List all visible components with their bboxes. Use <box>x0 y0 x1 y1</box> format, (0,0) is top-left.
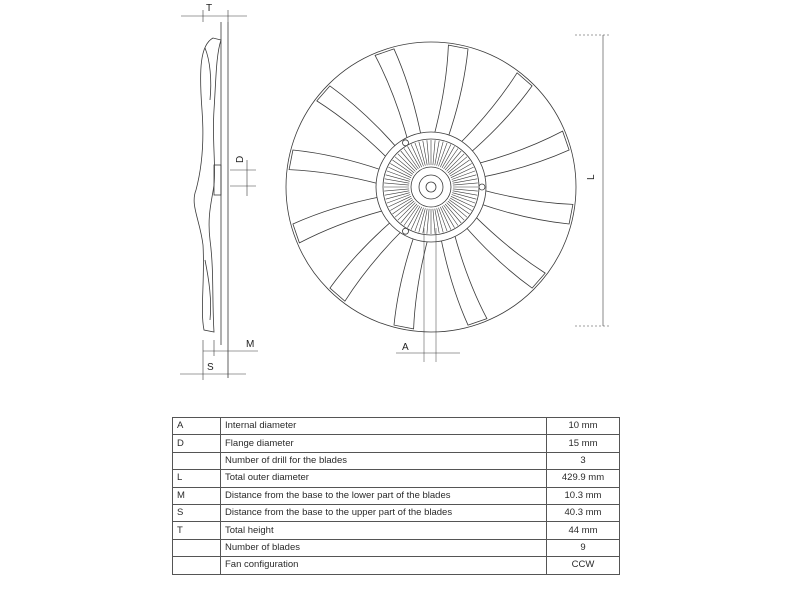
row-description: Flange diameter <box>221 435 547 452</box>
table-row <box>173 435 620 452</box>
row-code: D <box>173 435 221 452</box>
side-view <box>180 10 258 380</box>
table-row <box>173 487 620 504</box>
specification-table <box>172 417 620 575</box>
fan-blade <box>441 232 487 326</box>
row-code: L <box>173 470 221 487</box>
side-view-blade-edge <box>205 48 211 100</box>
row-code <box>173 539 221 556</box>
fan-blade <box>289 150 384 184</box>
fan-blade <box>478 190 573 224</box>
fan-blade <box>394 234 428 329</box>
row-description: Number of drill for the blades <box>221 452 547 469</box>
label-s: S <box>207 362 214 373</box>
hub-flange <box>411 167 451 207</box>
row-value: 10.3 mm <box>547 487 620 504</box>
row-code <box>173 557 221 574</box>
fan-blade <box>464 214 545 288</box>
row-description: Number of blades <box>221 539 547 556</box>
side-view-blade-profile <box>194 38 221 332</box>
label-t: T <box>206 3 213 14</box>
row-code: A <box>173 418 221 435</box>
fan-blade <box>476 131 569 177</box>
row-description: Internal diameter <box>221 418 547 435</box>
side-view-blade-edge <box>205 260 211 320</box>
row-description: Distance from the base to the upper part of the blades <box>221 504 547 521</box>
fan-blade <box>330 220 404 301</box>
table-row <box>173 504 620 521</box>
table-row <box>173 539 620 556</box>
label-d: D <box>235 155 246 163</box>
table-row <box>173 470 620 487</box>
side-view-hub <box>214 165 221 195</box>
table-row <box>173 522 620 539</box>
row-value: 40.3 mm <box>547 504 620 521</box>
label-l: L <box>586 174 597 180</box>
row-value: 10 mm <box>547 418 620 435</box>
label-a: A <box>402 342 409 353</box>
row-value: 44 mm <box>547 522 620 539</box>
table-row <box>173 418 620 435</box>
row-value: 3 <box>547 452 620 469</box>
drill-hole <box>403 140 409 146</box>
row-value: 9 <box>547 539 620 556</box>
fan-blade <box>317 86 398 160</box>
row-code: T <box>173 522 221 539</box>
row-description: Total outer diameter <box>221 470 547 487</box>
table-row <box>173 557 620 574</box>
row-value: 15 mm <box>547 435 620 452</box>
drill-hole <box>479 184 485 190</box>
front-view <box>286 35 610 362</box>
row-code <box>173 452 221 469</box>
row-value: CCW <box>547 557 620 574</box>
row-description: Distance from the base to the lower part of the blades <box>221 487 547 504</box>
row-description: Total height <box>221 522 547 539</box>
fan-blade <box>293 197 387 243</box>
row-value: 429.9 mm <box>547 470 620 487</box>
fan-blade <box>434 45 468 140</box>
table-row <box>173 452 620 469</box>
drill-hole <box>403 228 409 234</box>
label-m: M <box>246 339 255 350</box>
row-code: M <box>173 487 221 504</box>
fan-blade <box>458 73 532 154</box>
row-description: Fan configuration <box>221 557 547 574</box>
fan-blade <box>375 49 421 142</box>
row-code: S <box>173 504 221 521</box>
